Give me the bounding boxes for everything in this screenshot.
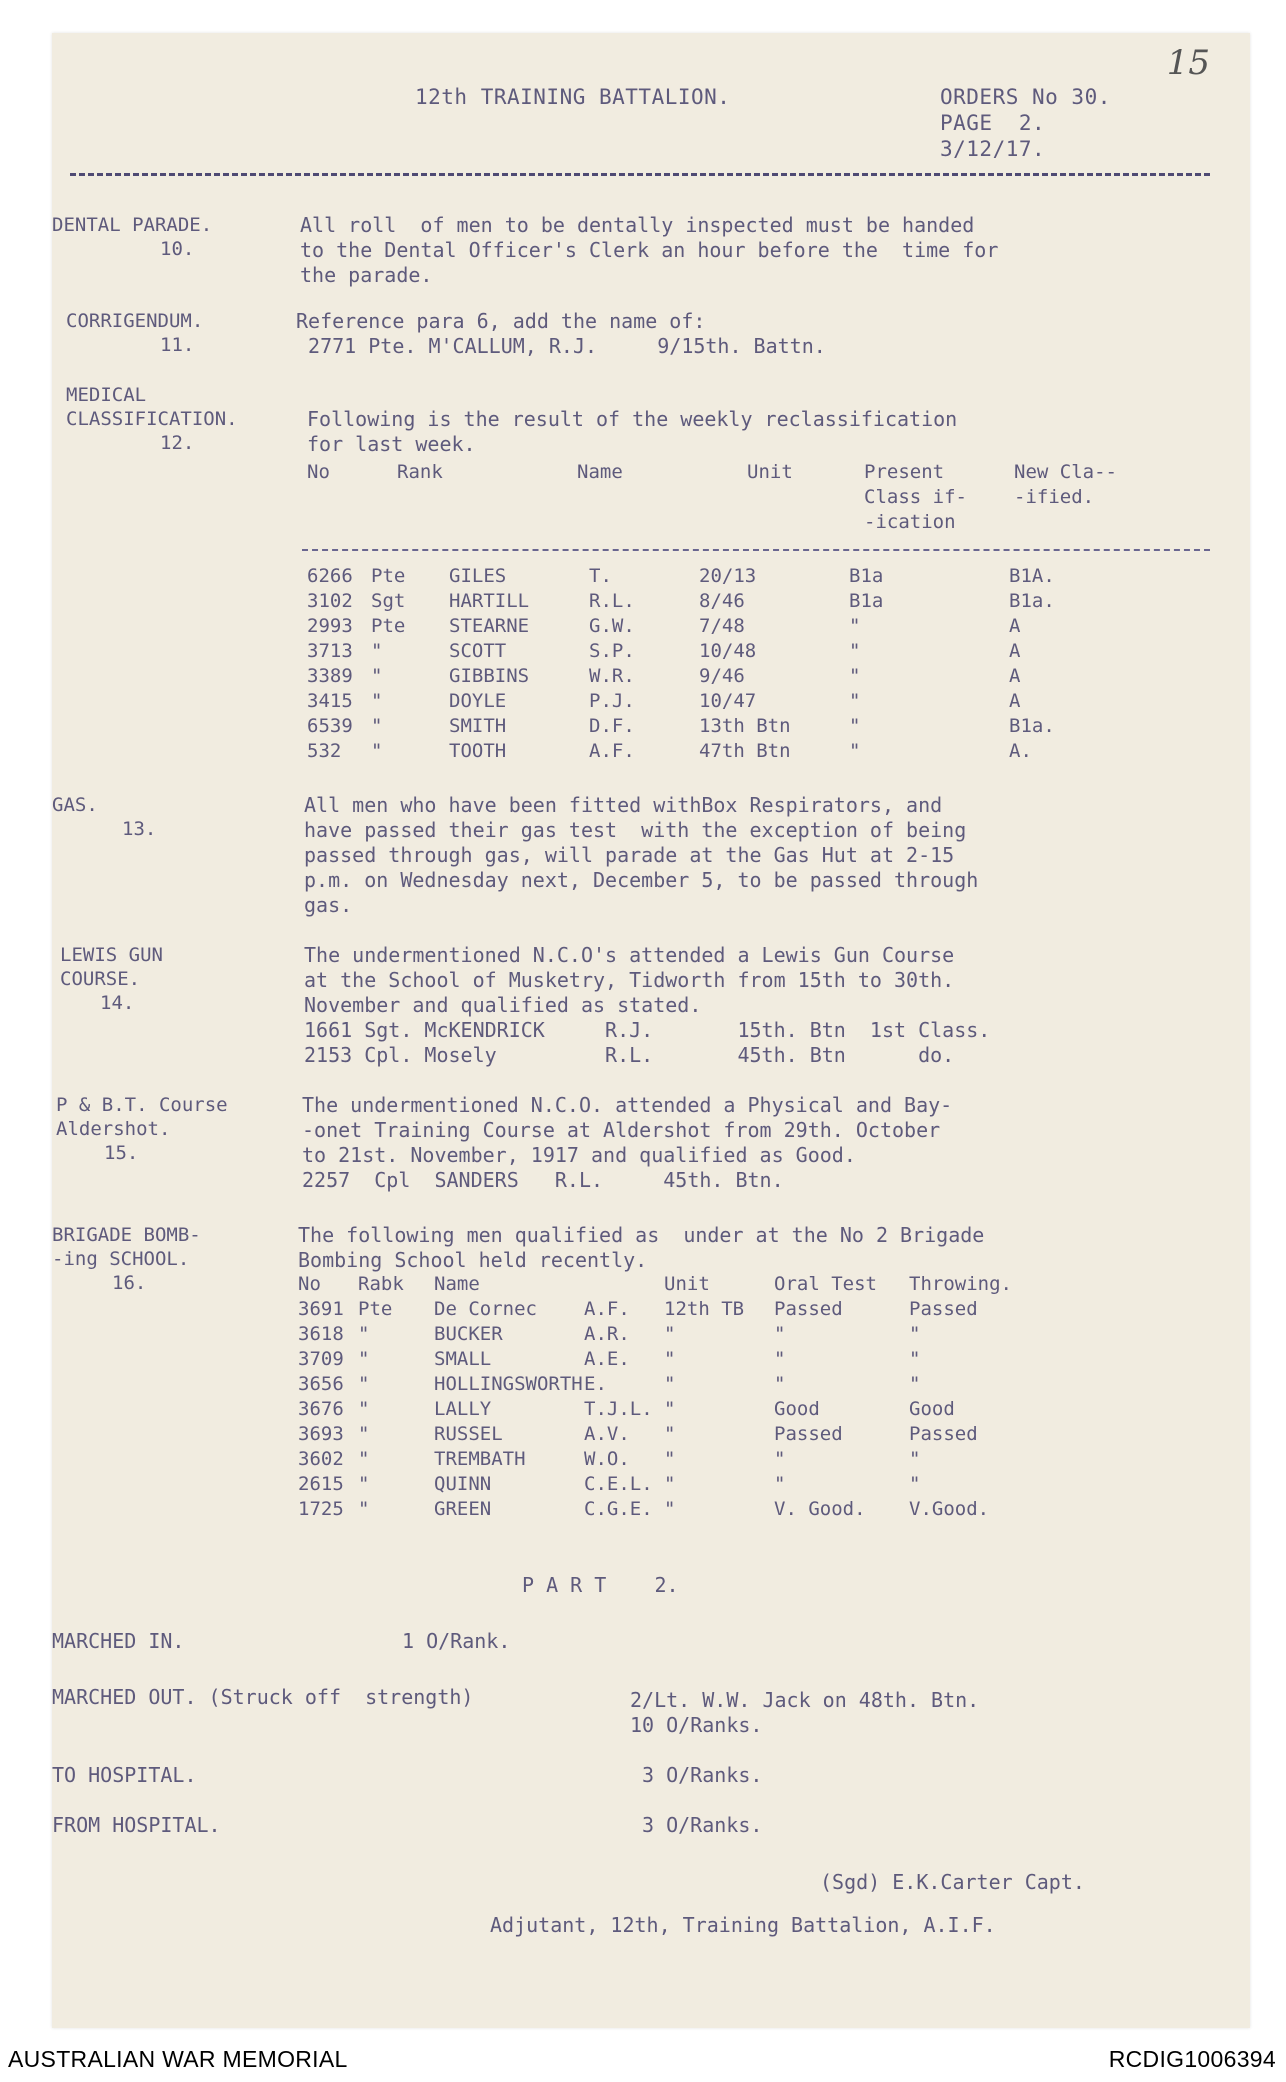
table-cell: ": [358, 1348, 370, 1370]
table-cell: 13th Btn: [699, 715, 791, 737]
section-text: for last week.: [307, 432, 476, 456]
column-header: [584, 1273, 664, 1298]
section-text: p.m. on Wednesday next, December 5, to be passed through: [304, 868, 979, 892]
table-cell: BUCKER: [434, 1323, 503, 1345]
table-cell: ": [371, 715, 383, 737]
section-label: GAS.: [52, 794, 98, 816]
section-text: Bombing School held recently.: [298, 1248, 648, 1272]
table-cell: ": [358, 1323, 370, 1345]
orders-number: ORDERS No 30.: [940, 85, 1111, 109]
table-cell: 3102: [307, 590, 353, 612]
section-text: at the School of Musketry, Tidworth from 15th to 30th.: [304, 968, 955, 992]
section-label: P & B.T. Course: [56, 1094, 228, 1116]
table-cell: Passed: [774, 1298, 843, 1320]
table-cell: ": [664, 1398, 676, 1420]
table-cell: A.R.: [584, 1323, 630, 1345]
table-cell: ": [358, 1473, 370, 1495]
table-cell: SMALL: [434, 1348, 492, 1370]
table-cell: ": [664, 1473, 676, 1495]
table-cell: A.F.: [589, 740, 635, 762]
table-cell: Pte: [371, 565, 406, 587]
section-text: All men who have been fitted withBox Respirators, and: [304, 793, 943, 817]
footer-record-id: RCDIG1006394: [1108, 2046, 1276, 2072]
table-row: [307, 590, 1129, 615]
table-cell: 3691: [298, 1298, 344, 1320]
section-number: 15.: [104, 1142, 139, 1164]
table-cell: R.L.: [589, 590, 635, 612]
table-cell: ": [371, 690, 383, 712]
table-cell: ": [849, 715, 861, 737]
table-cell: Passed: [909, 1298, 978, 1320]
table-cell: ": [358, 1498, 370, 1520]
table-row: [307, 665, 1129, 690]
table-row: [307, 565, 1129, 590]
table-cell: W.R.: [589, 665, 635, 687]
section-text: the parade.: [300, 263, 433, 287]
table-cell: B1a: [849, 565, 884, 587]
table-cell: S.P.: [589, 640, 635, 662]
section-number: 14.: [100, 992, 135, 1014]
section-label: Aldershot.: [56, 1118, 171, 1140]
column-header: Class if-: [864, 486, 967, 508]
table-row: [307, 690, 1129, 715]
table-cell: 8/46: [699, 590, 745, 612]
table-cell: ": [371, 640, 383, 662]
section-label: LEWIS GUN: [60, 944, 163, 966]
table-cell: ": [909, 1473, 921, 1495]
table-cell: TOOTH: [449, 740, 507, 762]
column-header: Rank: [397, 461, 443, 483]
table-cell: ": [849, 740, 861, 762]
table-cell: 3389: [307, 665, 353, 687]
column-header: Oral Test: [774, 1273, 877, 1295]
table-cell: 3713: [307, 640, 353, 662]
table-row: [298, 1298, 1049, 1323]
table-cell: Passed: [909, 1423, 978, 1445]
table-cell: ": [774, 1473, 786, 1495]
page-label: PAGE 2.: [940, 111, 1046, 135]
page-number: 15: [1166, 43, 1210, 83]
table-row: [298, 1423, 1049, 1448]
table-cell: ": [664, 1448, 676, 1470]
table-cell: 1725: [298, 1498, 344, 1520]
part2-title: P A R T 2.: [522, 1573, 679, 1597]
table-cell: ": [358, 1448, 370, 1470]
table-row: [298, 1448, 1049, 1473]
table-cell: ": [774, 1348, 786, 1370]
column-header: Unit: [664, 1273, 710, 1295]
table-cell: GREEN: [434, 1498, 492, 1520]
table-cell: 2615: [298, 1473, 344, 1495]
column-header: No: [307, 461, 330, 483]
table-cell: HOLLINGSWORTH: [434, 1373, 583, 1395]
section-text: 2771 Pte. M'CALLUM, R.J. 9/15th. Battn.: [296, 334, 826, 358]
order-date: 3/12/17.: [940, 137, 1046, 161]
column-header: Name: [577, 461, 623, 483]
table-cell: A: [1009, 640, 1021, 662]
table-cell: ": [849, 690, 861, 712]
section-text: 2257 Cpl SANDERS R.L. 45th. Btn.: [302, 1168, 784, 1192]
table-cell: 7/48: [699, 615, 745, 637]
table-cell: Pte: [371, 615, 406, 637]
section-text: -onet Training Course at Aldershot from 29th. October: [302, 1118, 941, 1142]
table-cell: A.E.: [584, 1348, 630, 1370]
from-hospital-value: 3 O/Ranks.: [642, 1813, 763, 1837]
table-cell: 47th Btn: [699, 740, 791, 762]
table-cell: T.: [589, 565, 612, 587]
table-cell: ": [358, 1373, 370, 1395]
table-cell: Good: [774, 1398, 820, 1420]
to-hospital-value: 3 O/Ranks.: [642, 1763, 763, 1787]
table-cell: HARTILL: [449, 590, 530, 612]
table-cell: 3656: [298, 1373, 344, 1395]
table-row: [307, 640, 1129, 665]
table-cell: Sgt: [371, 590, 406, 612]
table-cell: A: [1009, 665, 1021, 687]
section-number: 12.: [160, 432, 195, 454]
table-cell: ": [909, 1323, 921, 1345]
column-header: Throwing.: [909, 1273, 1012, 1295]
table-row: [307, 615, 1129, 640]
table-cell: 3693: [298, 1423, 344, 1445]
table-cell: 2993: [307, 615, 353, 637]
table-cell: ": [664, 1373, 676, 1395]
table-cell: P.J.: [589, 690, 635, 712]
table-row: [298, 1373, 1049, 1398]
table-row: [298, 1348, 1049, 1373]
table-cell: 532: [307, 740, 342, 762]
section-label: -ing SCHOOL.: [52, 1248, 190, 1270]
table-cell: ": [664, 1423, 676, 1445]
table-row: [307, 715, 1129, 740]
to-hospital-label: TO HOSPITAL.: [52, 1763, 197, 1787]
section-text: passed through gas, will parade at the Gas Hut at 2-15: [304, 843, 955, 867]
table-row: [298, 1398, 1049, 1423]
table-cell: ": [371, 740, 383, 762]
section-text: The undermentioned N.C.O. attended a Physical and Bay-: [302, 1093, 953, 1117]
table-cell: RUSSEL: [434, 1423, 503, 1445]
table-cell: A: [1009, 690, 1021, 712]
table-cell: 12th TB: [664, 1298, 745, 1320]
section-number: 16.: [112, 1272, 147, 1294]
column-header: -ified.: [1014, 486, 1095, 508]
table-cell: 6539: [307, 715, 353, 737]
table-cell: V. Good.: [774, 1498, 866, 1520]
column-header: -ication: [864, 511, 956, 533]
table-cell: SMITH: [449, 715, 507, 737]
section-text: All roll of men to be dentally inspected must be handed: [300, 213, 975, 237]
table-cell: ": [774, 1373, 786, 1395]
table-cell: A.V.: [584, 1423, 630, 1445]
table-cell: B1a.: [1009, 590, 1055, 612]
table-cell: LALLY: [434, 1398, 492, 1420]
marched-in-value: 1 O/Rank.: [402, 1629, 511, 1653]
table-row: [298, 1323, 1049, 1348]
table-cell: B1a: [849, 590, 884, 612]
table-cell: ": [664, 1498, 676, 1520]
table-row: [307, 740, 1129, 765]
table-cell: Passed: [774, 1423, 843, 1445]
section-text: have passed their gas test with the exception of being: [304, 818, 967, 842]
table-cell: ": [909, 1348, 921, 1370]
column-header: Present: [864, 461, 945, 483]
table-cell: 20/13: [699, 565, 757, 587]
section-label: BRIGADE BOMB-: [52, 1224, 201, 1246]
table-header-row: [298, 1273, 1049, 1298]
table-cell: ": [849, 665, 861, 687]
table-row: [298, 1473, 1049, 1498]
section-text: November and qualified as stated.: [304, 993, 702, 1017]
section-label: COURSE.: [60, 968, 141, 990]
table-cell: D.F.: [589, 715, 635, 737]
table-cell: DOYLE: [449, 690, 507, 712]
table-cell: TREMBATH: [434, 1448, 526, 1470]
table-cell: Good: [909, 1398, 955, 1420]
column-header: Unit: [747, 461, 793, 483]
column-header: Rabk: [358, 1273, 404, 1295]
table-cell: ": [849, 640, 861, 662]
section-text: 1661 Sgt. McKENDRICK R.J. 15th. Btn 1st Class.: [304, 1018, 991, 1042]
table-cell: ": [909, 1448, 921, 1470]
table-cell: 3618: [298, 1323, 344, 1345]
section-label: DENTAL PARADE.: [52, 214, 213, 236]
signature-line: (Sgd) E.K.Carter Capt.: [820, 1870, 1085, 1894]
table-cell: ": [664, 1348, 676, 1370]
section-label: MEDICAL: [66, 384, 147, 406]
table-cell: ": [849, 615, 861, 637]
table-cell: A: [1009, 615, 1021, 637]
table-cell: 10/47: [699, 690, 757, 712]
medical-table: [307, 565, 1129, 765]
table-cell: QUINN: [434, 1473, 492, 1495]
signature-title: Adjutant, 12th, Training Battalion, A.I.F.: [490, 1913, 996, 1937]
table-cell: 6266: [307, 565, 353, 587]
marched-out-value: 10 O/Ranks.: [630, 1713, 763, 1737]
table-cell: 9/46: [699, 665, 745, 687]
section-text: to 21st. November, 1917 and qualified as Good.: [302, 1143, 856, 1167]
table-cell: ": [774, 1448, 786, 1470]
table-cell: C.E.L.: [584, 1473, 653, 1495]
table-divider: [302, 549, 1210, 551]
table-cell: ": [358, 1423, 370, 1445]
from-hospital-label: FROM HOSPITAL.: [52, 1813, 221, 1837]
column-header: Name: [434, 1273, 480, 1295]
table-cell: E.: [584, 1373, 607, 1395]
table-cell: 3602: [298, 1448, 344, 1470]
section-text: gas.: [304, 893, 353, 917]
table-cell: A.: [1009, 740, 1032, 762]
table-cell: C.G.E.: [584, 1498, 653, 1520]
table-cell: W.O.: [584, 1448, 630, 1470]
section-label: CLASSIFICATION.: [66, 408, 238, 430]
table-cell: G.W.: [589, 615, 635, 637]
table-row: [298, 1498, 1049, 1523]
section-label: CORRIGENDUM.: [66, 310, 204, 332]
footer-archive-name: AUSTRALIAN WAR MEMORIAL: [8, 2046, 348, 2072]
section-text: to the Dental Officer's Clerk an hour before the time for: [300, 238, 999, 262]
header-divider: [70, 173, 1210, 176]
section-number: 11.: [160, 334, 195, 356]
table-cell: GIBBINS: [449, 665, 530, 687]
table-cell: De Cornec: [434, 1298, 537, 1320]
document-page: [52, 33, 1250, 2028]
table-cell: Pte: [358, 1298, 393, 1320]
unit-heading: 12th TRAINING BATTALION.: [415, 85, 731, 109]
table-cell: V.Good.: [909, 1498, 990, 1520]
table-cell: 3709: [298, 1348, 344, 1370]
table-cell: ": [774, 1323, 786, 1345]
table-cell: B1a.: [1009, 715, 1055, 737]
table-cell: ": [371, 665, 383, 687]
table-cell: A.F.: [584, 1298, 630, 1320]
table-cell: 3415: [307, 690, 353, 712]
column-header: New Cla--: [1014, 461, 1117, 483]
table-cell: B1A.: [1009, 565, 1055, 587]
section-text: The undermentioned N.C.O's attended a Lewis Gun Course: [304, 943, 955, 967]
section-text: The following men qualified as under at the No 2 Brigade: [298, 1223, 985, 1247]
marched-in-label: MARCHED IN.: [52, 1629, 185, 1653]
table-cell: T.J.L.: [584, 1398, 653, 1420]
section-text: Reference para 6, add the name of:: [296, 309, 706, 333]
section-text: 2153 Cpl. Mosely R.L. 45th. Btn do.: [304, 1043, 955, 1067]
table-cell: 3676: [298, 1398, 344, 1420]
section-number: 13.: [122, 818, 157, 840]
marched-out-value: 2/Lt. W.W. Jack on 48th. Btn.: [630, 1688, 980, 1712]
table-cell: ": [664, 1323, 676, 1345]
section-text: Following is the result of the weekly reclassification: [307, 407, 958, 431]
bombing-table: [298, 1273, 1049, 1523]
marched-out-label: MARCHED OUT. (Struck off strength): [52, 1685, 474, 1709]
table-cell: ": [358, 1398, 370, 1420]
table-cell: GILES: [449, 565, 507, 587]
table-cell: STEARNE: [449, 615, 530, 637]
table-cell: 10/48: [699, 640, 757, 662]
column-header: No: [298, 1273, 321, 1295]
table-cell: SCOTT: [449, 640, 507, 662]
section-number: 10.: [160, 238, 195, 260]
table-cell: ": [909, 1373, 921, 1395]
